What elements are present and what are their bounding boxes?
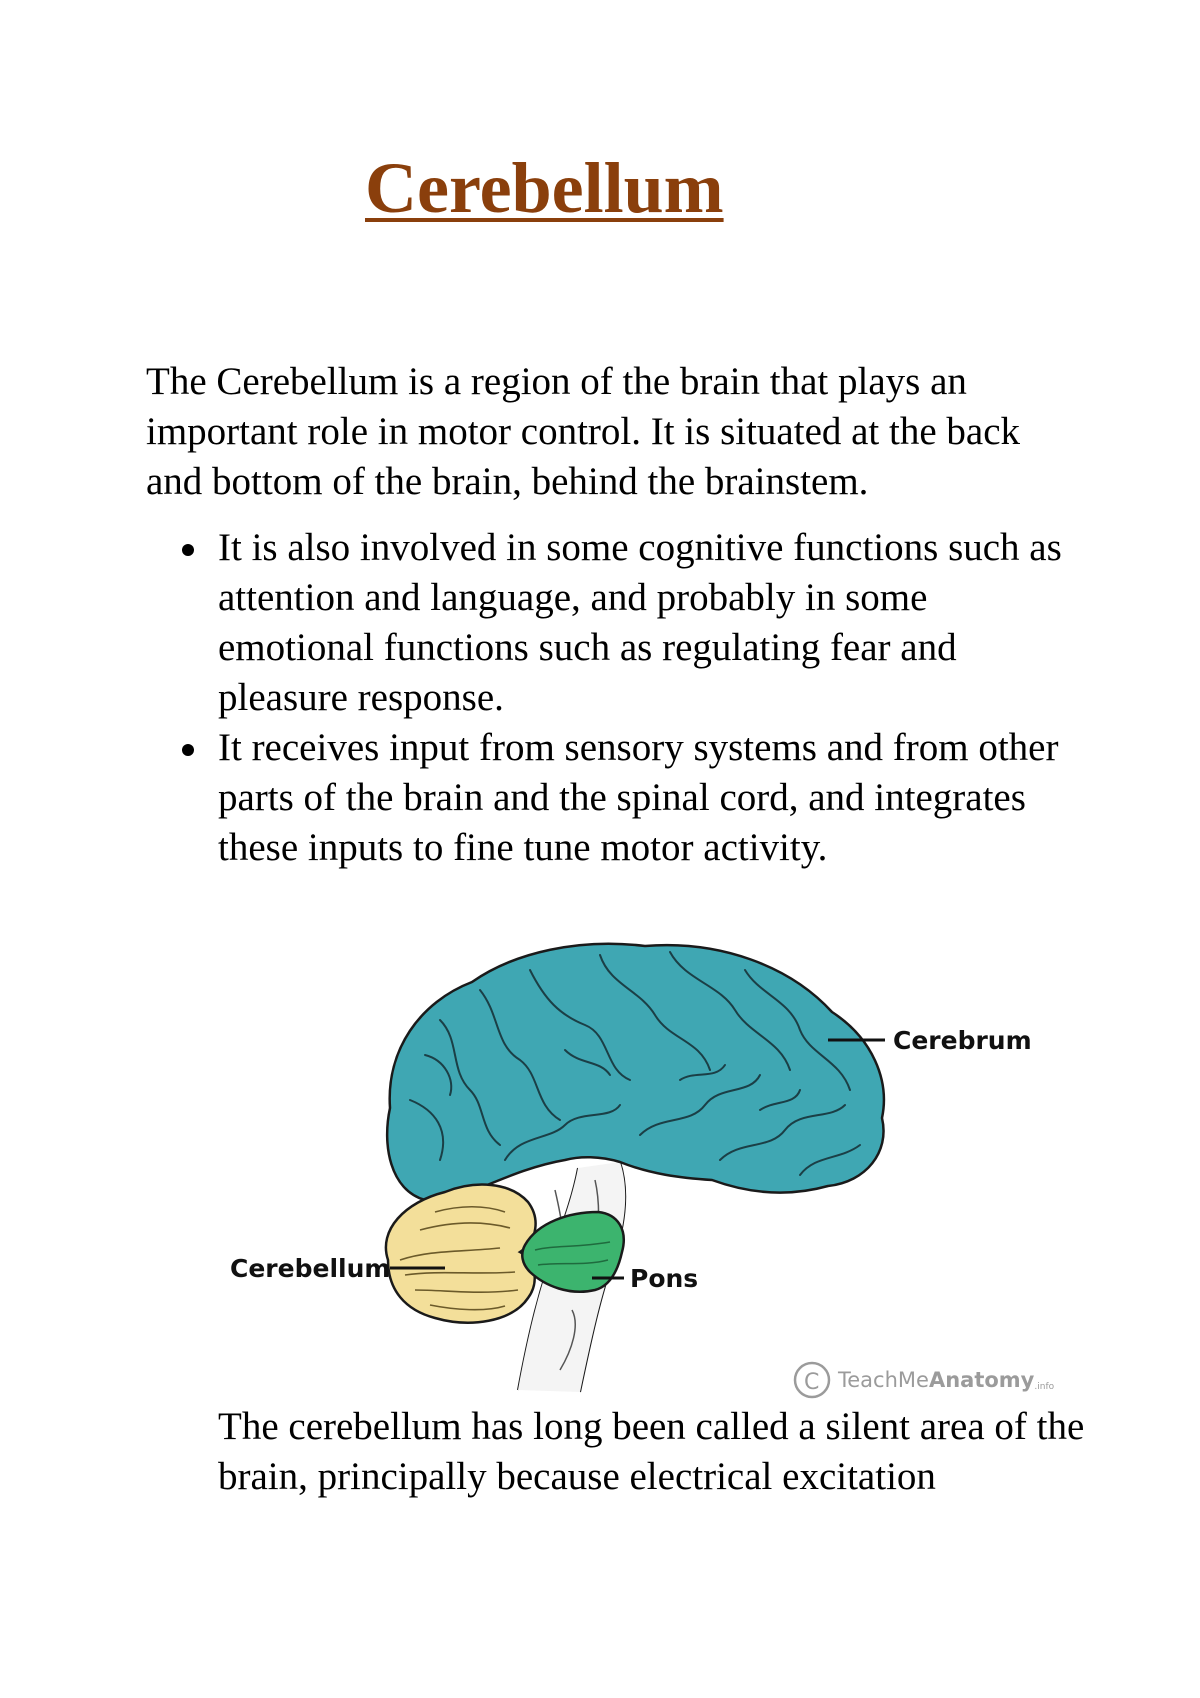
cerebellum-label: Cerebellum [230, 1254, 391, 1283]
page-title: Cerebellum [365, 148, 724, 228]
cerebrum-label: Cerebrum [893, 1026, 1032, 1055]
bullet-item [218, 523, 1088, 723]
pons-label: Pons [630, 1264, 699, 1293]
watermark [795, 1363, 1055, 1397]
bullet-item [218, 723, 1088, 873]
watermark-text [837, 1368, 1055, 1392]
cerebellum-shape [386, 1185, 536, 1323]
brain-diagram [200, 930, 1060, 1400]
watermark-suffix: .info [1034, 1382, 1055, 1392]
intro-paragraph: The Cerebellum is a region of the brain that plays an important role in motor control. It is situated at the back and bottom of the brain, behind the brainstem. [146, 360, 1021, 503]
bullet-dot-icon [182, 744, 194, 756]
watermark-brand-bold: Anatomy [928, 1368, 1035, 1392]
cerebrum-shape [387, 944, 884, 1201]
bullet-text: It is also involved in some cognitive functions such as attention and language, and probably in some emotional functions such as regulating fear and pleasure response. [218, 526, 1062, 719]
copyright-symbol: C [804, 1370, 820, 1395]
bullet-dot-icon [182, 544, 194, 556]
bullet-text: It receives input from sensory systems and from other parts of the brain and the spinal cord, and integrates these inputs to fine tune motor activity. [218, 726, 1059, 869]
closing-paragraph: The cerebellum has long been called a silent area of the brain, principally because electrical excitation [218, 1405, 1085, 1498]
pons-shape [522, 1212, 623, 1292]
brain-illustration [200, 930, 1060, 1400]
bullet-list [218, 523, 1088, 873]
watermark-brand-prefix: TeachMe [838, 1368, 929, 1392]
